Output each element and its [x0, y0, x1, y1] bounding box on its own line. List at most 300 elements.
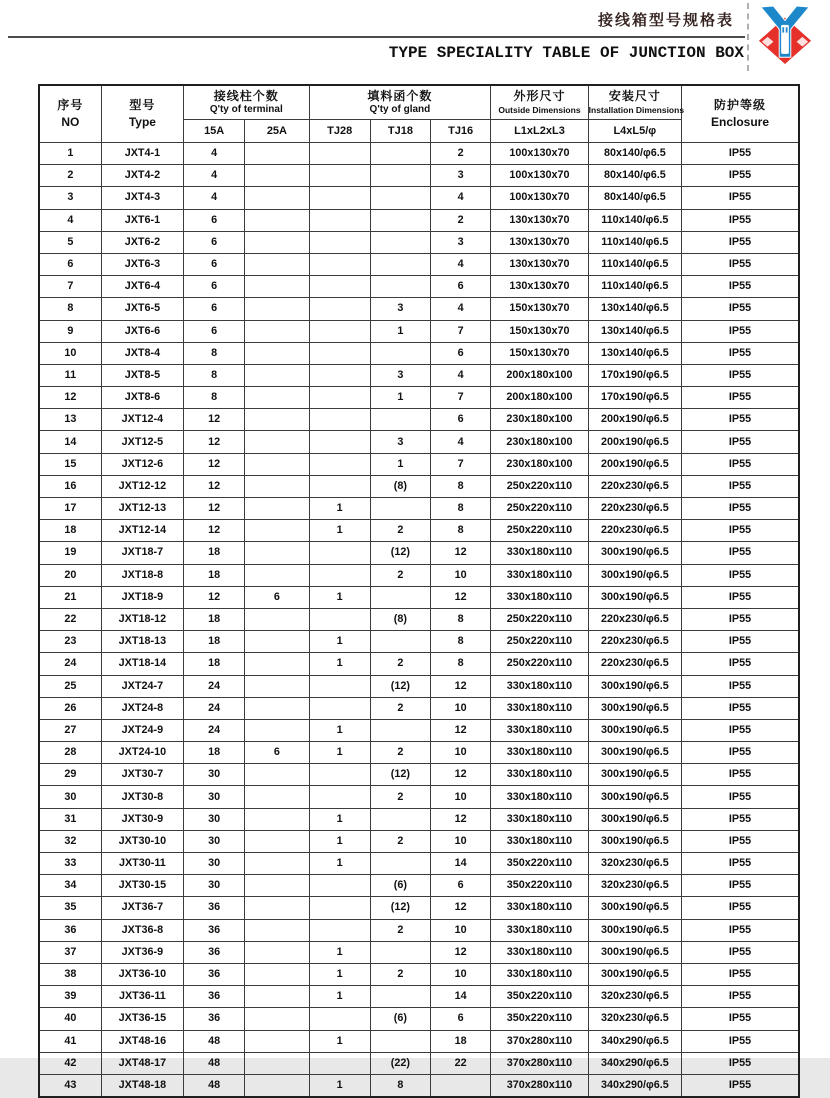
cell-tj18: (8) — [370, 608, 430, 630]
cell-no: 15 — [39, 453, 101, 475]
cell-25a — [245, 542, 309, 564]
cell-no: 23 — [39, 631, 101, 653]
cell-tj16: 18 — [431, 1030, 491, 1052]
cell-tj16: 7 — [431, 387, 491, 409]
cell-15a: 30 — [184, 853, 245, 875]
table-row — [39, 498, 799, 520]
cell-tj16: 4 — [431, 187, 491, 209]
cell-no: 11 — [39, 364, 101, 386]
cell-enclosure: IP55 — [682, 276, 800, 298]
cell-no: 37 — [39, 941, 101, 963]
cell-tj18 — [370, 209, 430, 231]
cell-install-dim: 340x290/φ6.5 — [588, 1052, 681, 1074]
header-type-en: Type — [128, 114, 156, 129]
cell-25a — [245, 764, 309, 786]
cell-install-dim: 220x230/φ6.5 — [588, 520, 681, 542]
cell-tj18: 3 — [370, 298, 430, 320]
table-row — [39, 941, 799, 963]
cell-15a: 4 — [184, 187, 245, 209]
cell-25a — [245, 298, 309, 320]
table-row — [39, 1008, 799, 1030]
table-row — [39, 830, 799, 852]
cell-install-dim: 220x230/φ6.5 — [588, 631, 681, 653]
cell-no: 33 — [39, 853, 101, 875]
cell-enclosure: IP55 — [682, 919, 800, 941]
cell-15a: 18 — [184, 542, 245, 564]
cell-tj18: (12) — [370, 675, 430, 697]
cell-tj18 — [370, 631, 430, 653]
cell-25a — [245, 631, 309, 653]
cell-tj28 — [309, 897, 370, 919]
cell-15a: 8 — [184, 342, 245, 364]
cell-tj28 — [309, 187, 370, 209]
cell-15a: 12 — [184, 431, 245, 453]
cell-tj28 — [309, 231, 370, 253]
header-gland-group — [309, 85, 491, 120]
cell-tj28 — [309, 387, 370, 409]
cell-no: 22 — [39, 608, 101, 630]
cell-enclosure: IP55 — [682, 830, 800, 852]
cell-tj18 — [370, 231, 430, 253]
cell-enclosure: IP55 — [682, 719, 800, 741]
cell-tj28 — [309, 364, 370, 386]
cell-install-dim: 110x140/φ6.5 — [588, 231, 681, 253]
cell-tj18: 2 — [370, 653, 430, 675]
cell-25a — [245, 963, 309, 985]
cell-outside-dim: 330x180x110 — [491, 919, 588, 941]
cell-tj28: 1 — [309, 986, 370, 1008]
cell-25a — [245, 808, 309, 830]
cell-outside-dim: 230x180x100 — [491, 453, 588, 475]
header-terminal-zh: 接线柱个数 — [213, 89, 279, 103]
cell-tj16: 2 — [431, 143, 491, 165]
cell-type: JXT12-4 — [101, 409, 183, 431]
table-row — [39, 253, 799, 275]
cell-tj16: 8 — [431, 498, 491, 520]
cell-tj18: 2 — [370, 919, 430, 941]
cell-enclosure: IP55 — [682, 1030, 800, 1052]
cell-type: JXT36-7 — [101, 897, 183, 919]
cell-type: JXT12-6 — [101, 453, 183, 475]
cell-no: 19 — [39, 542, 101, 564]
cell-25a: 6 — [245, 742, 309, 764]
cell-tj18: 8 — [370, 1074, 430, 1097]
cell-tj28 — [309, 1008, 370, 1030]
table-row — [39, 1030, 799, 1052]
cell-no: 25 — [39, 675, 101, 697]
cell-enclosure: IP55 — [682, 453, 800, 475]
cell-tj16: 4 — [431, 364, 491, 386]
cell-enclosure: IP55 — [682, 675, 800, 697]
cell-15a: 36 — [184, 1008, 245, 1030]
cell-outside-dim: 230x180x100 — [491, 409, 588, 431]
cell-no: 13 — [39, 409, 101, 431]
cell-tj28 — [309, 542, 370, 564]
cell-outside-dim: 150x130x70 — [491, 320, 588, 342]
table-row — [39, 542, 799, 564]
cell-tj28 — [309, 697, 370, 719]
cell-type: JXT8-4 — [101, 342, 183, 364]
cell-install-dim: 340x290/φ6.5 — [588, 1074, 681, 1097]
cell-tj16: 8 — [431, 475, 491, 497]
table-row — [39, 675, 799, 697]
cell-tj16: 7 — [431, 320, 491, 342]
cell-no: 40 — [39, 1008, 101, 1030]
header-rule — [8, 36, 745, 38]
cell-enclosure: IP55 — [682, 1052, 800, 1074]
cell-type: JXT36-15 — [101, 1008, 183, 1030]
cell-tj18: 1 — [370, 387, 430, 409]
cell-15a: 6 — [184, 253, 245, 275]
cell-tj18 — [370, 143, 430, 165]
cell-no: 6 — [39, 253, 101, 275]
cell-15a: 36 — [184, 897, 245, 919]
cell-install-dim: 220x230/φ6.5 — [588, 653, 681, 675]
cell-tj16: 6 — [431, 875, 491, 897]
cell-outside-dim: 330x180x110 — [491, 897, 588, 919]
cell-type: JXT4-1 — [101, 143, 183, 165]
table-row — [39, 853, 799, 875]
cell-tj16: 10 — [431, 697, 491, 719]
cell-install-dim: 300x190/φ6.5 — [588, 719, 681, 741]
cell-outside-dim: 130x130x70 — [491, 231, 588, 253]
cell-15a: 48 — [184, 1074, 245, 1097]
cell-tj18 — [370, 586, 430, 608]
cell-15a: 48 — [184, 1052, 245, 1074]
cell-outside-dim: 370x280x110 — [491, 1074, 588, 1097]
cell-no: 27 — [39, 719, 101, 741]
cell-type: JXT4-2 — [101, 165, 183, 187]
table-row — [39, 719, 799, 741]
header-terminal-en: Q'ty of terminal — [209, 104, 283, 115]
header-install-en: Installation Dimensions — [588, 105, 685, 115]
cell-enclosure: IP55 — [682, 187, 800, 209]
cell-outside-dim: 330x180x110 — [491, 963, 588, 985]
table-row — [39, 875, 799, 897]
cell-tj18: (12) — [370, 764, 430, 786]
cell-enclosure: IP55 — [682, 320, 800, 342]
cell-tj16: 12 — [431, 542, 491, 564]
cell-enclosure: IP55 — [682, 431, 800, 453]
cell-type: JXT18-12 — [101, 608, 183, 630]
table-row — [39, 564, 799, 586]
cell-no: 3 — [39, 187, 101, 209]
table-row — [39, 697, 799, 719]
cell-25a — [245, 187, 309, 209]
cell-type: JXT6-5 — [101, 298, 183, 320]
cell-outside-dim: 150x130x70 — [491, 342, 588, 364]
cell-tj16: 14 — [431, 853, 491, 875]
cell-15a: 30 — [184, 764, 245, 786]
cell-tj18 — [370, 187, 430, 209]
cell-enclosure: IP55 — [682, 498, 800, 520]
cell-type: JXT12-14 — [101, 520, 183, 542]
cell-enclosure: IP55 — [682, 986, 800, 1008]
table-row — [39, 742, 799, 764]
cell-type: JXT18-9 — [101, 586, 183, 608]
cell-tj18: (8) — [370, 475, 430, 497]
cell-no: 4 — [39, 209, 101, 231]
cell-install-dim: 110x140/φ6.5 — [588, 209, 681, 231]
cell-tj16: 3 — [431, 165, 491, 187]
cell-no: 31 — [39, 808, 101, 830]
cell-tj16: 8 — [431, 631, 491, 653]
cell-type: JXT30-10 — [101, 830, 183, 852]
cell-type: JXT18-8 — [101, 564, 183, 586]
cell-25a — [245, 320, 309, 342]
cell-tj16: 6 — [431, 1008, 491, 1030]
cell-install-dim: 300x190/φ6.5 — [588, 764, 681, 786]
cell-15a: 36 — [184, 986, 245, 1008]
cell-25a — [245, 675, 309, 697]
cell-no: 43 — [39, 1074, 101, 1097]
cell-15a: 18 — [184, 742, 245, 764]
cell-tj28 — [309, 342, 370, 364]
cell-enclosure: IP55 — [682, 475, 800, 497]
cell-type: JXT30-11 — [101, 853, 183, 875]
cell-type: JXT36-9 — [101, 941, 183, 963]
cell-25a: 6 — [245, 586, 309, 608]
table-body — [39, 143, 799, 1098]
cell-enclosure: IP55 — [682, 653, 800, 675]
subheader-tj18: TJ18 — [370, 120, 430, 143]
cell-tj28 — [309, 276, 370, 298]
cell-tj18 — [370, 498, 430, 520]
cell-outside-dim: 130x130x70 — [491, 253, 588, 275]
cell-15a: 6 — [184, 320, 245, 342]
cell-tj16: 8 — [431, 608, 491, 630]
cell-15a: 6 — [184, 276, 245, 298]
cell-install-dim: 220x230/φ6.5 — [588, 608, 681, 630]
cell-install-dim: 300x190/φ6.5 — [588, 919, 681, 941]
cell-install-dim: 200x190/φ6.5 — [588, 431, 681, 453]
table-row — [39, 608, 799, 630]
cell-outside-dim: 330x180x110 — [491, 586, 588, 608]
cell-install-dim: 200x190/φ6.5 — [588, 409, 681, 431]
cell-tj18 — [370, 165, 430, 187]
cell-25a — [245, 165, 309, 187]
cell-tj16: 6 — [431, 276, 491, 298]
cell-enclosure: IP55 — [682, 697, 800, 719]
cell-tj18: 2 — [370, 963, 430, 985]
cell-enclosure: IP55 — [682, 1074, 800, 1097]
cell-tj28: 1 — [309, 742, 370, 764]
cell-25a — [245, 719, 309, 741]
cell-type: JXT6-4 — [101, 276, 183, 298]
cell-install-dim: 80x140/φ6.5 — [588, 187, 681, 209]
cell-tj16: 10 — [431, 963, 491, 985]
cell-no: 16 — [39, 475, 101, 497]
table-row — [39, 897, 799, 919]
cell-enclosure: IP55 — [682, 520, 800, 542]
cell-install-dim: 130x140/φ6.5 — [588, 320, 681, 342]
cell-install-dim: 300x190/φ6.5 — [588, 675, 681, 697]
cell-enclosure: IP55 — [682, 764, 800, 786]
cell-outside-dim: 330x180x110 — [491, 941, 588, 963]
cell-no: 1 — [39, 143, 101, 165]
table-row — [39, 187, 799, 209]
cell-tj16: 3 — [431, 231, 491, 253]
cell-25a — [245, 1008, 309, 1030]
table-row — [39, 298, 799, 320]
cell-tj28 — [309, 143, 370, 165]
table-row — [39, 276, 799, 298]
cell-25a — [245, 409, 309, 431]
logo-stem-tick-1 — [782, 27, 784, 32]
cell-tj18 — [370, 941, 430, 963]
table-row — [39, 631, 799, 653]
cell-type: JXT18-7 — [101, 542, 183, 564]
cell-no: 26 — [39, 697, 101, 719]
header-terminal-group — [184, 85, 310, 120]
cell-outside-dim: 250x220x110 — [491, 498, 588, 520]
cell-tj16: 12 — [431, 808, 491, 830]
cell-tj28: 1 — [309, 1074, 370, 1097]
cell-15a: 4 — [184, 165, 245, 187]
cell-tj18: (22) — [370, 1052, 430, 1074]
cell-enclosure: IP55 — [682, 897, 800, 919]
cell-install-dim: 200x190/φ6.5 — [588, 453, 681, 475]
cell-type: JXT12-12 — [101, 475, 183, 497]
cell-tj28 — [309, 409, 370, 431]
table-row — [39, 808, 799, 830]
cell-tj16: 12 — [431, 764, 491, 786]
cell-tj28 — [309, 564, 370, 586]
cell-enclosure: IP55 — [682, 209, 800, 231]
cell-15a: 8 — [184, 387, 245, 409]
cell-outside-dim: 370x280x110 — [491, 1030, 588, 1052]
cell-tj18 — [370, 342, 430, 364]
subheader-15a: 15A — [184, 120, 245, 143]
cell-tj16: 10 — [431, 564, 491, 586]
cell-tj16 — [431, 1074, 491, 1097]
cell-install-dim: 300x190/φ6.5 — [588, 941, 681, 963]
table-row — [39, 209, 799, 231]
cell-outside-dim: 330x180x110 — [491, 675, 588, 697]
cell-tj18: 3 — [370, 364, 430, 386]
cell-install-dim: 300x190/φ6.5 — [588, 830, 681, 852]
cell-type: JXT6-6 — [101, 320, 183, 342]
cell-type: JXT36-8 — [101, 919, 183, 941]
page-title-english: TYPE SPECIALITY TABLE OF JUNCTION BOX — [388, 44, 744, 62]
cell-15a: 6 — [184, 209, 245, 231]
cell-tj28: 1 — [309, 586, 370, 608]
cell-15a: 18 — [184, 608, 245, 630]
cell-no: 24 — [39, 653, 101, 675]
cell-tj28 — [309, 1052, 370, 1074]
cell-25a — [245, 608, 309, 630]
cell-type: JXT48-17 — [101, 1052, 183, 1074]
cell-install-dim: 320x230/φ6.5 — [588, 1008, 681, 1030]
cell-install-dim: 300x190/φ6.5 — [588, 586, 681, 608]
cell-tj28 — [309, 475, 370, 497]
subheader-install-dims: L4xL5/φ — [588, 120, 681, 143]
cell-install-dim: 220x230/φ6.5 — [588, 475, 681, 497]
subheader-outside-dims: L1xL2xL3 — [491, 120, 588, 143]
cell-enclosure: IP55 — [682, 875, 800, 897]
cell-tj28 — [309, 875, 370, 897]
cell-outside-dim: 130x130x70 — [491, 276, 588, 298]
cell-install-dim: 300x190/φ6.5 — [588, 786, 681, 808]
cell-outside-dim: 330x180x110 — [491, 719, 588, 741]
cell-tj18: (6) — [370, 1008, 430, 1030]
table-row — [39, 653, 799, 675]
cell-tj16: 4 — [431, 253, 491, 275]
table-row — [39, 431, 799, 453]
cell-install-dim: 300x190/φ6.5 — [588, 742, 681, 764]
cell-tj18: 1 — [370, 320, 430, 342]
cell-tj18 — [370, 808, 430, 830]
cell-15a: 12 — [184, 409, 245, 431]
cell-tj28 — [309, 608, 370, 630]
cell-tj18: 2 — [370, 564, 430, 586]
cell-25a — [245, 143, 309, 165]
header-install-zh: 安装尺寸 — [608, 89, 661, 103]
table-row — [39, 453, 799, 475]
cell-25a — [245, 830, 309, 852]
header-enclosure-zh: 防护等级 — [713, 97, 766, 112]
header-enclosure — [682, 85, 800, 143]
header-gland-zh: 填料函个数 — [367, 89, 433, 103]
cell-no: 14 — [39, 431, 101, 453]
cell-no: 2 — [39, 165, 101, 187]
cell-install-dim: 300x190/φ6.5 — [588, 564, 681, 586]
cell-tj28: 1 — [309, 963, 370, 985]
cell-type: JXT24-7 — [101, 675, 183, 697]
cell-no: 39 — [39, 986, 101, 1008]
header-outside-zh: 外形尺寸 — [513, 89, 566, 103]
cell-install-dim: 130x140/φ6.5 — [588, 298, 681, 320]
cell-enclosure: IP55 — [682, 786, 800, 808]
cell-15a: 30 — [184, 808, 245, 830]
cell-type: JXT30-8 — [101, 786, 183, 808]
cell-25a — [245, 475, 309, 497]
cell-tj28 — [309, 431, 370, 453]
cell-25a — [245, 276, 309, 298]
cell-type: JXT8-6 — [101, 387, 183, 409]
cell-install-dim: 110x140/φ6.5 — [588, 253, 681, 275]
cell-outside-dim: 330x180x110 — [491, 830, 588, 852]
cell-type: JXT48-16 — [101, 1030, 183, 1052]
cell-tj16: 12 — [431, 675, 491, 697]
cell-tj28: 1 — [309, 719, 370, 741]
cell-tj16: 22 — [431, 1052, 491, 1074]
cell-tj16: 4 — [431, 298, 491, 320]
cell-no: 21 — [39, 586, 101, 608]
cell-15a: 18 — [184, 631, 245, 653]
cell-25a — [245, 364, 309, 386]
cell-tj18: 1 — [370, 453, 430, 475]
cell-15a: 48 — [184, 1030, 245, 1052]
cell-tj16: 8 — [431, 520, 491, 542]
cell-install-dim: 80x140/φ6.5 — [588, 143, 681, 165]
cell-no: 7 — [39, 276, 101, 298]
cell-25a — [245, 431, 309, 453]
cell-no: 36 — [39, 919, 101, 941]
table-row — [39, 409, 799, 431]
table-row — [39, 320, 799, 342]
cell-tj18 — [370, 276, 430, 298]
cell-no: 20 — [39, 564, 101, 586]
cell-type: JXT8-5 — [101, 364, 183, 386]
cell-install-dim: 300x190/φ6.5 — [588, 897, 681, 919]
cell-15a: 36 — [184, 941, 245, 963]
cell-tj18 — [370, 1030, 430, 1052]
cell-tj16: 12 — [431, 897, 491, 919]
cell-tj18: (6) — [370, 875, 430, 897]
cell-tj28 — [309, 320, 370, 342]
cell-no: 5 — [39, 231, 101, 253]
